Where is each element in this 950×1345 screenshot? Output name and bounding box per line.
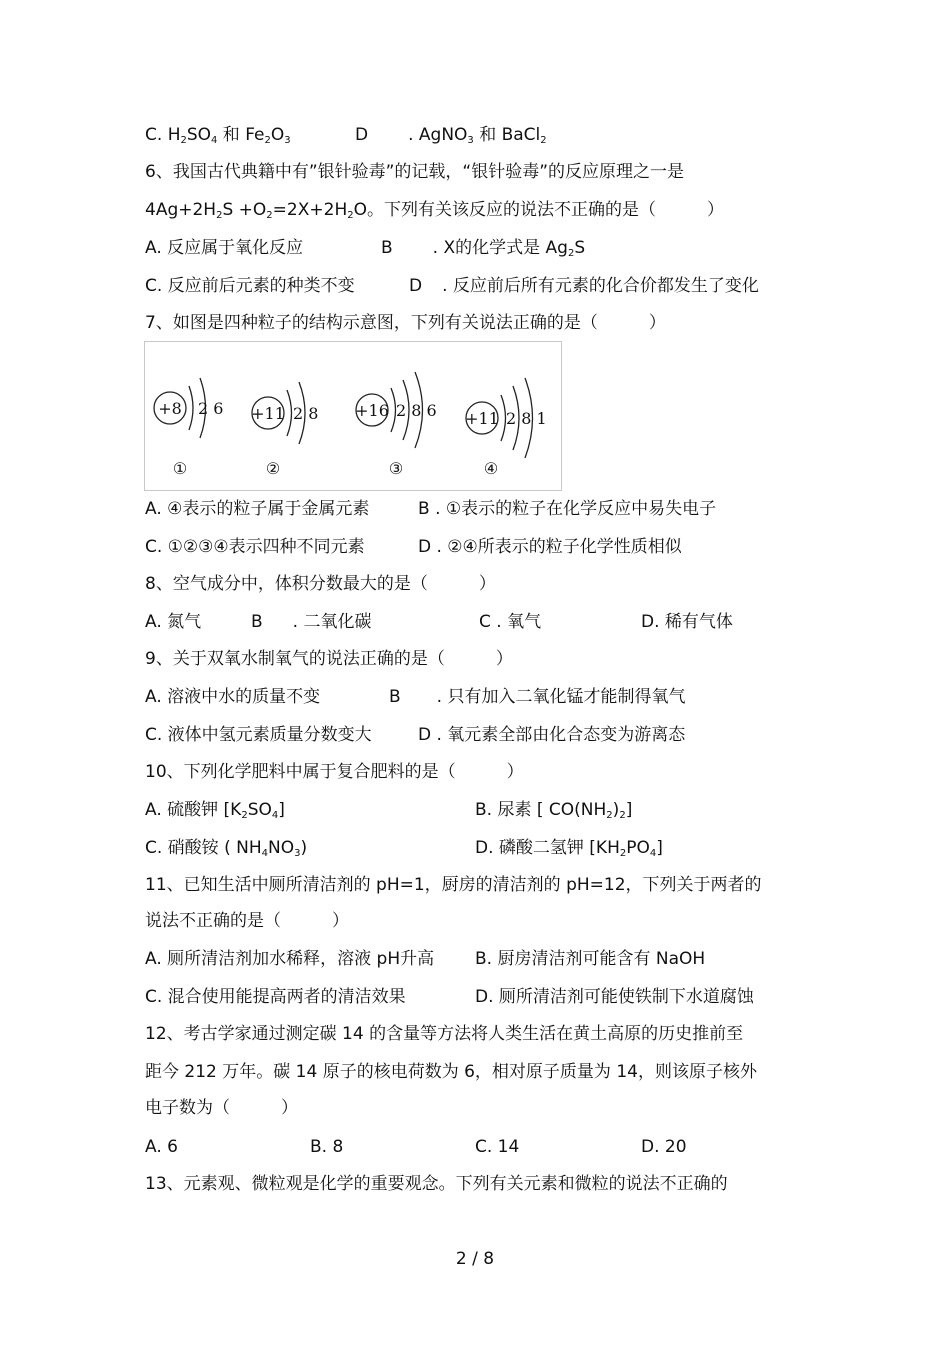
q7-option-d: D . ②④所表示的粒子化学性质相似: [418, 537, 682, 557]
q12-option-d: D. 20: [641, 1137, 687, 1157]
particle-3-shells: 2 8 6: [396, 401, 437, 420]
q9-option-c: C. 液体中氢元素质量分数变大: [145, 725, 372, 745]
q6-equation: $4Ag+2H_2S +O_2=2X+2H_2O$。下列有关该反应的说法不正确的是（ ）: [145, 200, 724, 221]
q7-option-b: B . ①表示的粒子在化学反应中易失电子: [418, 499, 717, 519]
q5-option-d: D . AgNO$_3$ 和 BaCl$_2$: [355, 125, 547, 146]
q11-option-a: A. 厕所清洁剂加水稀释，溶液 pH升高: [145, 949, 435, 969]
q8-option-c: C . 氧气: [479, 612, 542, 632]
q11-stem-line-1: 11、已知生活中厕所清洁剂的 pH=1，厨房的清洁剂的 pH=12，下列关于两者的: [145, 875, 762, 895]
q8-option-d: D. 稀有气体: [641, 612, 733, 632]
q7-stem: 7、如图是四种粒子的结构示意图，下列有关说法正确的是（ ）: [145, 313, 666, 333]
q12-option-c: C. 14: [475, 1137, 520, 1157]
particle-3-nucleus: +16: [355, 401, 389, 420]
q8-option-b: B . 二氧化碳: [251, 612, 372, 632]
particle-2-nucleus: +11: [251, 404, 285, 423]
particle-1-shells: 2 6: [198, 399, 224, 418]
q6-option-a: A. 反应属于氧化反应: [145, 238, 304, 258]
q6-stem: 6、我国古代典籍中有”银针验毒”的记载，“银针验毒”的反应原理之一是: [145, 162, 685, 182]
shell-arc-1a: [189, 386, 193, 430]
particle-4-label: ④: [483, 459, 499, 478]
particle-3-label: ③: [388, 459, 404, 478]
q11-stem-line-2: 说法不正确的是（ ）: [145, 911, 349, 931]
q7-option-a: A. ④表示的粒子属于金属元素: [145, 499, 370, 519]
q13-stem: 13、元素观、微粒观是化学的重要观念。下列有关元素和微粒的说法不正确的: [145, 1174, 728, 1194]
q9-option-a: A. 溶液中水的质量不变: [145, 687, 321, 707]
q11-option-b: B. 厨房清洁剂可能含有 NaOH: [475, 949, 706, 969]
q10-option-a: A. 硫酸钾 $[K_2SO_4]$: [145, 800, 285, 821]
particle-2-label: ②: [265, 459, 281, 478]
particle-1-nucleus: +8: [158, 399, 182, 418]
q10-option-d: D. 磷酸二氢钾 $[KH_2PO_4]$: [475, 838, 663, 859]
page-number: 2 / 8: [455, 1249, 495, 1269]
particle-4-nucleus: +11: [465, 409, 499, 428]
q7-option-c: C. ①②③④表示四种不同元素: [145, 537, 365, 557]
q9-option-d: D . 氧元素全部由化合态变为游离态: [418, 725, 686, 745]
q12-stem-line-2: 距今 212 万年。碳 14 原子的核电荷数为 6，相对原子质量为 14，则该原子核外: [145, 1062, 757, 1082]
q12-option-a: A. 6: [145, 1137, 178, 1157]
q8-option-a: A. 氮气: [145, 612, 202, 632]
q10-option-b: B. 尿素 [ $CO(NH_2)_2$]: [475, 800, 633, 821]
particle-1-label: ①: [172, 459, 188, 478]
q9-option-b: B . 只有加入二氧化锰才能制得氧气: [389, 687, 686, 707]
q6-option-b: B . X的化学式是 $Ag_2S$: [381, 238, 586, 259]
shell-arc-3a: [391, 388, 396, 432]
shell-arc-4a: [501, 395, 506, 441]
q8-stem: 8、空气成分中，体积分数最大的是（ ）: [145, 574, 496, 594]
q9-stem: 9、关于双氧水制氧气的说法正确的是（ ）: [145, 649, 513, 669]
particle-2-shells: 2 8: [293, 404, 319, 423]
q11-option-c: C. 混合使用能提高两者的清洁效果: [145, 987, 406, 1007]
particle-4-shells: 2 8 1: [506, 409, 547, 428]
q5-option-c: C. $H_2SO_4$ 和 $Fe_2O_3$: [145, 125, 291, 146]
particle-structure-figure: [144, 341, 562, 491]
q6-option-d: D . 反应前后所有元素的化合价都发生了变化: [409, 276, 759, 296]
q11-option-d: D. 厕所清洁剂可能使铁制下水道腐蚀: [475, 987, 754, 1007]
q10-option-c: C. 硝酸铵 ( $NH_4NO_3$): [145, 838, 308, 859]
q10-stem: 10、下列化学肥料中属于复合肥料的是（ ）: [145, 762, 524, 782]
shell-arc-2a: [287, 390, 292, 436]
q12-stem-line-3: 电子数为（ ）: [145, 1098, 298, 1118]
q12-option-b: B. 8: [310, 1137, 344, 1157]
particle-diagram: [145, 342, 561, 490]
q12-stem-line-1: 12、考古学家通过测定碳 14 的含量等方法将人类生活在黄土高原的历史推前至: [145, 1024, 744, 1044]
q6-option-c: C. 反应前后元素的种类不变: [145, 276, 355, 296]
